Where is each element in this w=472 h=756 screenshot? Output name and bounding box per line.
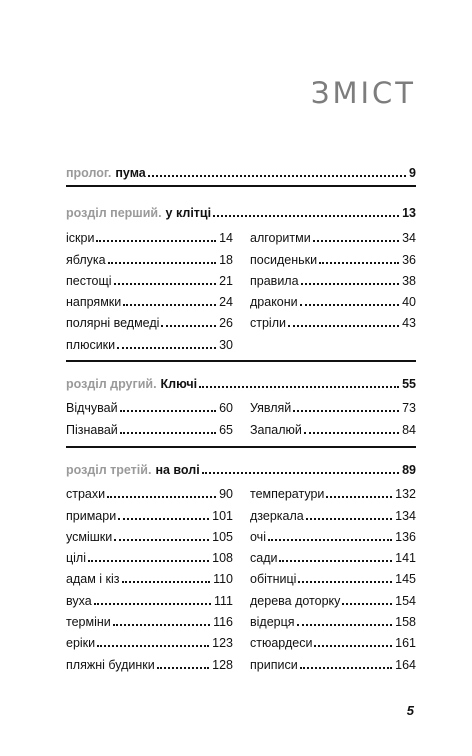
toc-entry[interactable]: [66, 608, 233, 629]
section-name: у клітці: [165, 206, 212, 220]
entry-page: 14: [219, 231, 233, 246]
entry-label: Пізнавай: [66, 422, 118, 437]
dot-leader: [117, 347, 216, 349]
entry-label: відерця: [250, 615, 295, 630]
entry-page: 34: [402, 231, 416, 246]
prologue-line[interactable]: [66, 160, 416, 180]
entry-label: дерева доторку: [250, 593, 341, 608]
entry-label: приписи: [250, 657, 298, 672]
dot-leader: [202, 472, 399, 474]
toc-entry[interactable]: [250, 586, 416, 607]
entry-page: 105: [212, 529, 233, 544]
dot-leader: [113, 624, 210, 626]
entry-page: 26: [219, 316, 233, 331]
entry-label: стюардеси: [250, 636, 313, 651]
entry-page: 116: [213, 615, 233, 630]
toc-entry[interactable]: [66, 565, 233, 586]
dot-leader: [293, 410, 399, 412]
entry-page: 110: [213, 572, 233, 587]
toc-entry[interactable]: [66, 309, 233, 330]
entry-label: страхи: [66, 487, 106, 502]
section-kind: розділ перший.: [66, 206, 162, 220]
dot-leader: [298, 581, 392, 583]
section-kind: розділ другий.: [66, 377, 157, 391]
page-number: 5: [406, 703, 414, 718]
entry-page: 141: [395, 551, 416, 566]
toc-entry[interactable]: [250, 650, 416, 671]
toc-entry[interactable]: [66, 224, 233, 245]
entry-page: 84: [402, 422, 416, 437]
toc-entry[interactable]: [66, 415, 233, 436]
entry-label: правила: [250, 273, 299, 288]
section-name: Ключі: [160, 377, 198, 391]
toc-entry[interactable]: [66, 330, 233, 351]
dot-leader: [118, 518, 209, 520]
divider: [66, 446, 416, 448]
entry-label: дзеркала: [250, 508, 304, 523]
toc-entry[interactable]: [66, 267, 233, 288]
entry-label: дракони: [250, 295, 298, 310]
entry-label: терміни: [66, 615, 111, 630]
toc-entry[interactable]: [66, 650, 233, 671]
section-heading[interactable]: [66, 457, 416, 477]
dot-leader: [314, 645, 392, 647]
entry-page: 128: [212, 657, 233, 672]
toc-column-left: [66, 224, 233, 352]
entry-label: примари: [66, 508, 117, 523]
page-title: ЗМІСТ: [310, 76, 416, 110]
dot-leader: [161, 325, 216, 327]
dot-leader: [108, 262, 216, 264]
toc-entry[interactable]: [66, 394, 233, 415]
entry-label: Запалюй: [250, 422, 302, 437]
entry-label: напрямки: [66, 295, 122, 310]
dot-leader: [268, 539, 392, 541]
dot-leader: [213, 215, 399, 217]
entry-page: 30: [219, 337, 233, 352]
dot-leader: [96, 240, 216, 242]
dot-leader: [304, 432, 399, 434]
section-kind: розділ третій.: [66, 463, 152, 477]
toc-entry[interactable]: [66, 245, 233, 266]
entry-page: 36: [402, 252, 416, 267]
entry-page: 132: [395, 487, 416, 502]
entry-label: Уявляй: [250, 401, 292, 416]
entry-page: 164: [395, 657, 416, 672]
dot-leader: [199, 386, 399, 388]
entry-label: стріли: [250, 316, 286, 331]
entry-page: 90: [219, 487, 233, 502]
dot-leader: [342, 603, 392, 605]
dot-leader: [279, 560, 392, 562]
toc-entry[interactable]: [66, 288, 233, 309]
dot-leader: [300, 667, 392, 669]
toc-entry[interactable]: [66, 629, 233, 650]
entry-label: плюсики: [66, 337, 116, 352]
entry-label: цілі: [66, 551, 87, 566]
toc-entry[interactable]: [250, 245, 416, 266]
toc-entry[interactable]: [250, 480, 416, 501]
dot-leader: [313, 240, 399, 242]
dot-leader: [301, 283, 400, 285]
entry-page: 108: [212, 551, 233, 566]
toc-entry[interactable]: [250, 224, 416, 245]
entry-label: усмішки: [66, 529, 113, 544]
toc-entry[interactable]: [250, 309, 416, 330]
entry-label: полярні ведмеді: [66, 316, 160, 331]
entry-page: 134: [395, 508, 416, 523]
dot-leader: [319, 262, 399, 264]
toc-entry[interactable]: [250, 501, 416, 522]
entry-label: посиденьки: [250, 252, 318, 267]
entry-label: адам і кіз: [66, 572, 120, 587]
toc-entry[interactable]: [250, 544, 416, 565]
dot-leader: [107, 496, 216, 498]
entry-label: яблука: [66, 252, 106, 267]
entry-page: 161: [395, 636, 416, 651]
entry-page: 154: [395, 593, 416, 608]
entry-label: пляжні будинки: [66, 657, 155, 672]
entry-label: Відчувай: [66, 401, 118, 416]
entry-page: 145: [395, 572, 416, 587]
section-page: 55: [402, 377, 416, 391]
entry-page: 18: [219, 252, 233, 267]
toc-entry[interactable]: [66, 480, 233, 501]
toc-entry[interactable]: [250, 394, 416, 415]
prologue-page: 9: [409, 166, 416, 180]
entry-page: 158: [395, 615, 416, 630]
dot-leader: [297, 624, 393, 626]
toc-column-left: [66, 394, 233, 437]
entry-page: 24: [219, 295, 233, 310]
entry-page: 60: [219, 401, 233, 416]
entry-label: алгоритми: [250, 231, 311, 246]
divider: [66, 360, 416, 362]
toc-entry[interactable]: [66, 501, 233, 522]
entry-page: 65: [219, 422, 233, 437]
entry-label: очі: [250, 529, 266, 544]
section-page: 13: [402, 206, 416, 220]
entry-page: 73: [402, 401, 416, 416]
entry-page: 101: [212, 508, 233, 523]
dot-leader: [148, 175, 406, 177]
toc-entry[interactable]: [66, 523, 233, 544]
dot-leader: [120, 432, 216, 434]
dot-leader: [114, 283, 217, 285]
toc-column-left: [66, 480, 233, 672]
dot-leader: [123, 304, 216, 306]
entry-label: пестощі: [66, 273, 112, 288]
section-name: на волі: [155, 463, 200, 477]
toc-entry[interactable]: [66, 544, 233, 565]
entry-label: вуха: [66, 593, 92, 608]
dot-leader: [326, 496, 392, 498]
entry-page: 21: [219, 273, 233, 288]
dot-leader: [88, 560, 209, 562]
toc-column-right: [250, 394, 416, 437]
dot-leader: [157, 667, 209, 669]
entry-page: 43: [402, 316, 416, 331]
dot-leader: [114, 539, 209, 541]
entry-label: обітниці: [250, 572, 297, 587]
entry-page: 136: [395, 529, 416, 544]
entry-label: іскри: [66, 231, 95, 246]
section-heading[interactable]: [66, 371, 416, 391]
section-heading[interactable]: [66, 200, 416, 220]
dot-leader: [288, 325, 399, 327]
toc-entry[interactable]: [250, 267, 416, 288]
toc-entry[interactable]: [250, 523, 416, 544]
toc-column-right: [250, 224, 416, 330]
entry-page: 123: [212, 636, 233, 651]
entry-label: сади: [250, 551, 278, 566]
toc-entry[interactable]: [66, 586, 233, 607]
dot-leader: [122, 581, 211, 583]
dot-leader: [97, 645, 209, 647]
toc-entry[interactable]: [250, 415, 416, 436]
prologue-name: пума: [115, 166, 146, 180]
entry-label: температури: [250, 487, 325, 502]
dot-leader: [306, 518, 392, 520]
toc-entry[interactable]: [250, 629, 416, 650]
dot-leader: [120, 410, 216, 412]
entry-page: 111: [213, 593, 233, 608]
entry-page: 38: [402, 273, 416, 288]
toc-entry[interactable]: [250, 565, 416, 586]
section-page: 89: [402, 463, 416, 477]
toc-entry[interactable]: [250, 288, 416, 309]
dot-leader: [94, 603, 211, 605]
toc-column-right: [250, 480, 416, 672]
divider: [66, 185, 416, 187]
entry-page: 40: [402, 295, 416, 310]
entry-label: еріки: [66, 636, 96, 651]
prologue-kind: пролог.: [66, 166, 112, 180]
toc-entry[interactable]: [250, 608, 416, 629]
dot-leader: [300, 304, 399, 306]
